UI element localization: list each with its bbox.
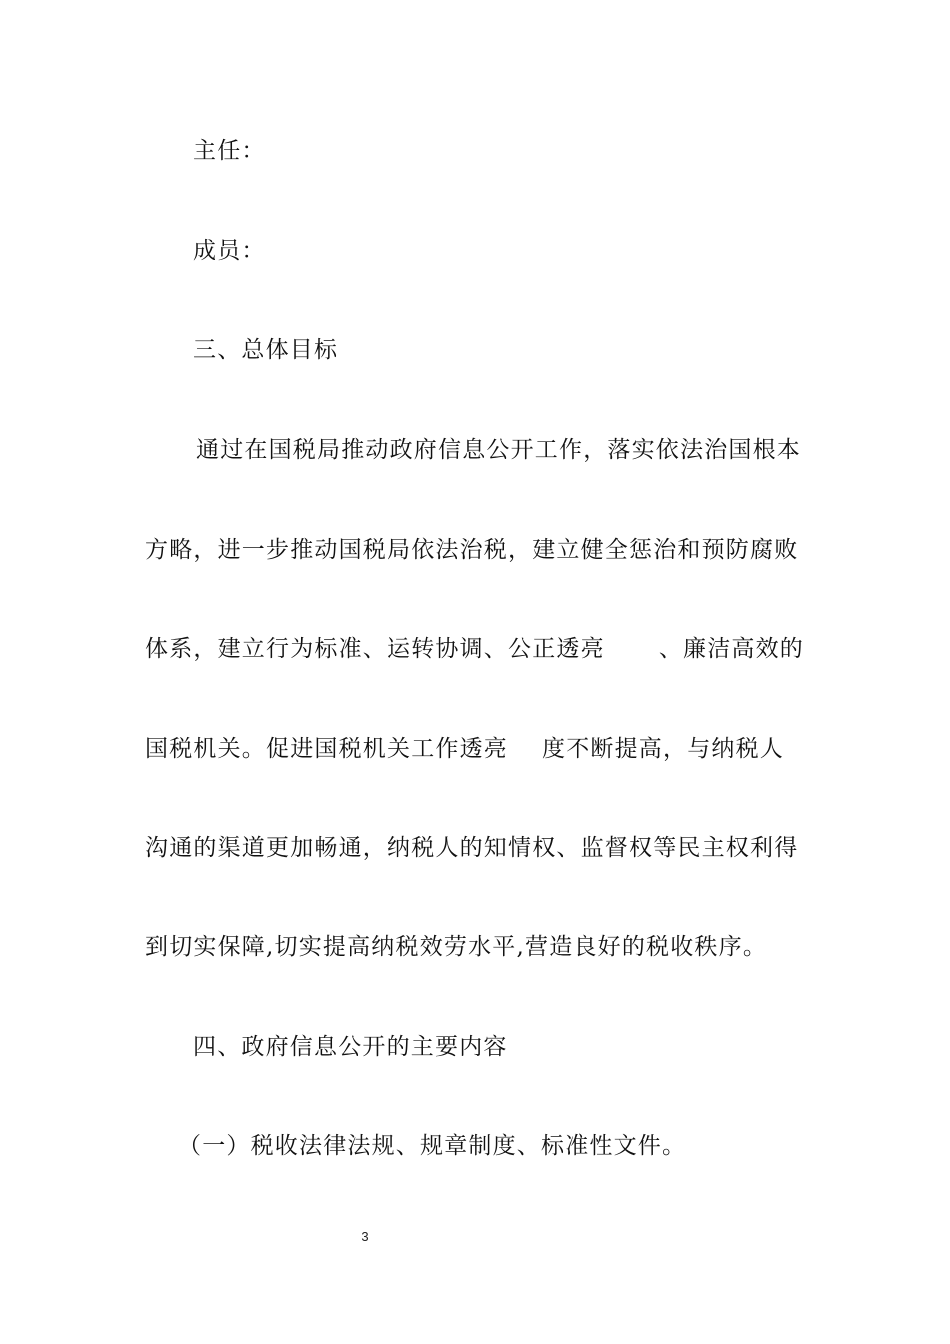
paragraph-line-segment: 体系，建立行为标准、运转协调、公正透亮 [145, 636, 605, 662]
paragraph-line-segment: 国税机关。促进国税机关工作透亮 [145, 736, 508, 762]
section-heading-main-content: 四、政府信息公开的主要内容 [193, 1034, 508, 1060]
page-number: 3 [361, 1229, 369, 1244]
paragraph-line [145, 634, 804, 664]
paragraph-line: 通过在国税局推动政府信息公开工作，落实依法治国根本 [196, 437, 801, 463]
text-line-members: 成员： [193, 238, 266, 264]
paragraph-line-segment: 、廉洁高效的 [658, 636, 805, 662]
section-heading-overall-goal: 三、总体目标 [193, 337, 339, 363]
paragraph-line-segment: 度不断提高，与纳税人 [542, 736, 784, 762]
text-line-director: 主任： [193, 138, 266, 164]
paragraph-line: 到切实保障,切实提高纳税效劳水平,营造良好的税收秩序。 [145, 934, 768, 960]
subsection-heading: （一）税收法律法规、规章制度、标准性文件。 [178, 1133, 687, 1159]
paragraph-line: 方略，进一步推动国税局依法治税，建立健全惩治和预防腐败 [145, 537, 799, 563]
paragraph-line: 沟通的渠道更加畅通，纳税人的知情权、监督权等民主权利得 [145, 835, 799, 861]
paragraph-line [145, 734, 784, 764]
